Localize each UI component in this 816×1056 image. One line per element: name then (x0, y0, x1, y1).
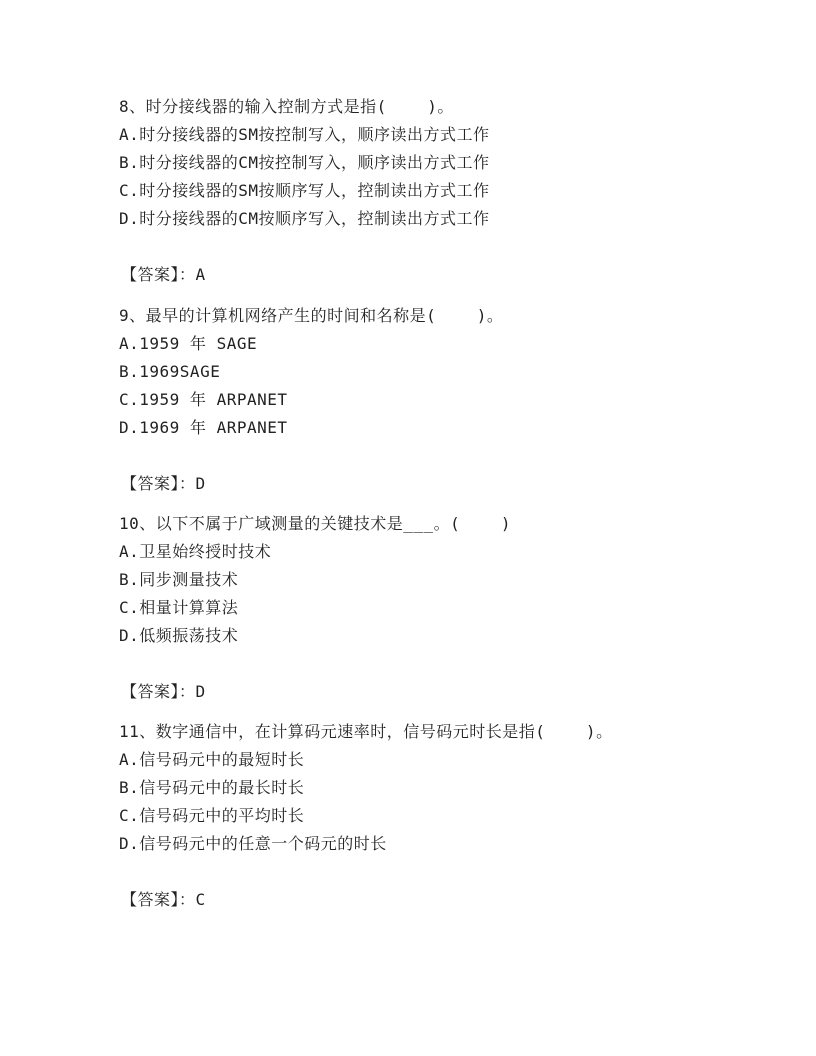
question-11-option-a: A.信号码元中的最短时长 (119, 750, 305, 769)
question-8-option-d: D.时分接线器的CM按顺序写入，控制读出方式工作 (119, 209, 490, 228)
question-10-answer: 【答案】：D (121, 682, 206, 701)
question-10-option-a: A.卫星始终授时技术 (119, 542, 272, 561)
question-11-option-b: B.信号码元中的最长时长 (119, 778, 305, 797)
question-11-option-d: D.信号码元中的任意一个码元的时长 (119, 834, 387, 853)
question-9-option-b: B.1969SAGE (119, 362, 221, 381)
question-11-stem: 11、数字通信中，在计算码元速率时，信号码元时长是指( )。 (119, 722, 613, 741)
question-9-option-a: A.1959 年 SAGE (119, 334, 258, 353)
question-10-option-d: D.低频振荡技术 (119, 626, 239, 645)
question-8-stem: 8、时分接线器的输入控制方式是指( )。 (119, 97, 454, 116)
question-9-option-c: C.1959 年 ARPANET (119, 390, 288, 409)
question-8-option-b: B.时分接线器的CM按控制写入，顺序读出方式工作 (119, 153, 490, 172)
question-9-option-d: D.1969 年 ARPANET (119, 418, 288, 437)
question-8-option-a: A.时分接线器的SM按控制写入，顺序读出方式工作 (119, 125, 490, 144)
question-9-stem: 9、最早的计算机网络产生的时间和名称是( )。 (119, 306, 504, 325)
question-10-option-b: B.同步测量技术 (119, 570, 239, 589)
question-11-answer: 【答案】：C (121, 890, 206, 909)
question-10-option-c: C.相量计算算法 (119, 598, 239, 617)
question-11-option-c: C.信号码元中的平均时长 (119, 806, 305, 825)
question-9-answer: 【答案】：D (121, 474, 206, 493)
question-8-answer: 【答案】：A (121, 265, 206, 284)
question-10-stem: 10、以下不属于广域测量的关键技术是___。( ) (119, 514, 511, 533)
question-8-option-c: C.时分接线器的SM按顺序写人，控制读出方式工作 (119, 181, 490, 200)
